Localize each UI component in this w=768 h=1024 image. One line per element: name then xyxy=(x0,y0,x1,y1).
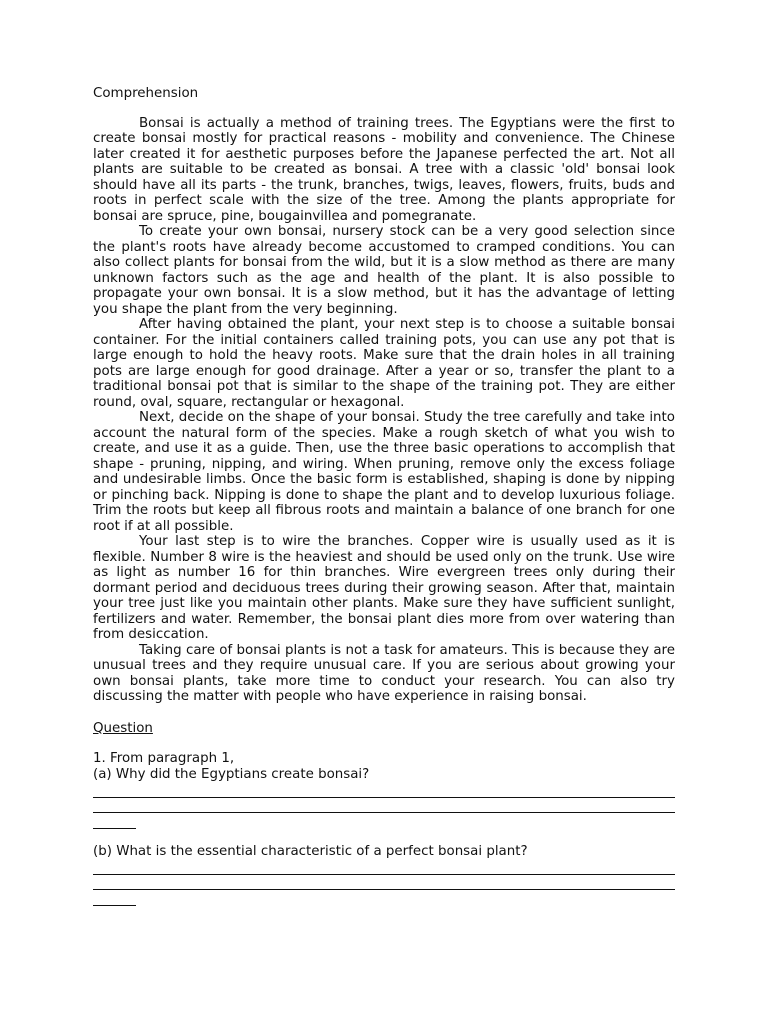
document-page xyxy=(93,86,675,906)
answer-line-b-1 xyxy=(93,859,675,875)
question-heading: Question xyxy=(93,720,153,736)
paragraph-6: Taking care of bonsai plants is not a task for amateurs. This is because they are unusual trees and they require unusual care. If you are serious about growing your own bonsai plants, take more time to conduct your research. You can also try discussing the matter with people who have experience in raising bonsai. xyxy=(93,642,675,704)
paragraph-5: Your last step is to wire the branches. Copper wire is usually used as it is flexible. Number 8 wire is the heaviest and should be used only on the trunk. Use wire as light as number 16 for thin branches. Wire evergreen trees only during their dormant period and deciduous trees during their growing season. After that, maintain your tree just like you maintain other plants. Make sure they have sufficient sunlight, fertilizers and water. Remember, the bonsai plant dies more from over watering than from desiccation. xyxy=(93,534,675,642)
answer-line-a-1 xyxy=(93,782,675,798)
paragraph-4: Next, decide on the shape of your bonsai. Study the tree carefully and take into account the natural form of the species. Make a rough sketch of what you wish to create, and use it as a guide. Then, use the three basic operations to accomplish that shape - pruning, nipping, and wiring. When pruning, remove only the excess foliage and undesirable limbs. Once the basic form is established, shaping is done by nipping or pinching back. Nipping is done to shape the plant and to develop luxurious foliage. Trim the roots but keep all fibrous roots and maintain a balance of one branch for one root if at all possible. xyxy=(93,410,675,534)
paragraph-2: To create your own bonsai, nursery stock can be a very good selection since the plant's roots have already become accustomed to cramped conditions. You can also collect plants for bonsai from the wild, but it is a slow method as there are many unknown factors such as the age and health of the plant. It is also possible to propagate your own bonsai. It is a slow method, but it has the advantage of letting you shape the plant from the very beginning. xyxy=(93,224,675,317)
paragraph-1: Bonsai is actually a method of training trees. The Egyptians were the first to create bonsai mostly for practical reasons - mobility and convenience. The Chinese later created it for aesthetic purposes before the Japanese perfected the art. Not all plants are suitable to be created as bonsai. A tree with a classic 'old' bonsai look should have all its parts - the trunk, branches, twigs, leaves, flowers, fruits, buds and roots in perfect scale with the size of the tree. Among the plants appropriate for bonsai are spruce, pine, bougainvillea and pomegranate. xyxy=(93,115,675,224)
question-intro: 1. From paragraph 1, xyxy=(93,751,235,766)
question-b: (b) What is the essential characteristic of a perfect bonsai plant? xyxy=(93,843,528,859)
answer-line-b-3 xyxy=(93,890,136,906)
question-a: (a) Why did the Egyptians create bonsai? xyxy=(93,766,370,782)
paragraph-3: After having obtained the plant, your next step is to choose a suitable bonsai container. For the initial containers called training pots, you can use any pot that is large enough to hold the heavy roots. Make sure that the drain holes in all training pots are large enough for good drainage. After a year or so, transfer the plant to a traditional bonsai pot that is similar to the shape of the training pot. They are either round, oval, square, rectangular or hexagonal. xyxy=(93,317,675,410)
answer-line-b-2 xyxy=(93,875,675,891)
answer-line-a-3 xyxy=(93,813,136,829)
answer-line-a-2 xyxy=(93,798,675,814)
spacer xyxy=(93,736,675,751)
spacer xyxy=(93,829,675,844)
document-heading: Comprehension xyxy=(93,86,199,101)
